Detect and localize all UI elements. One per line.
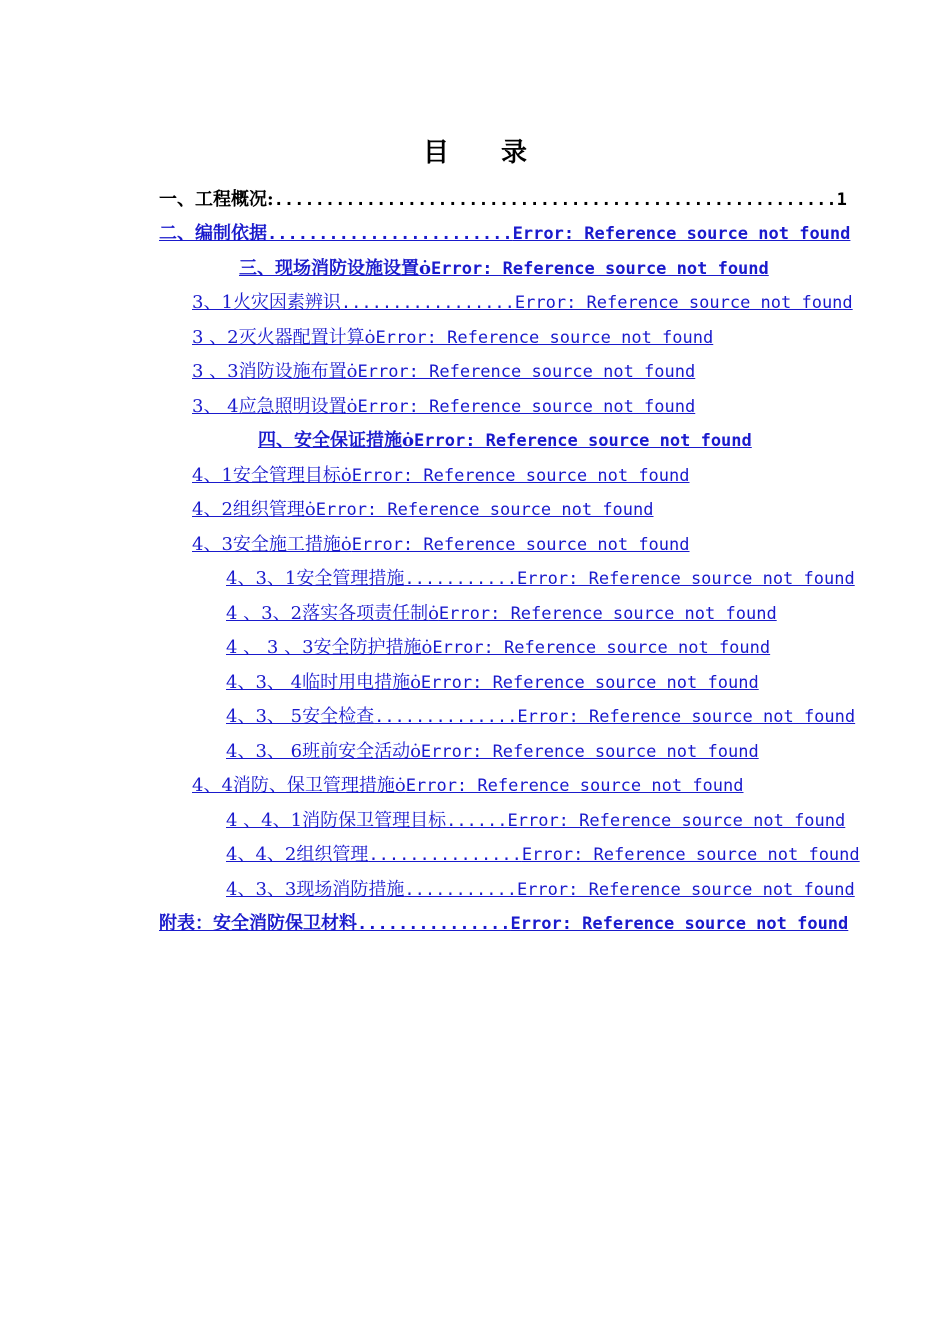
toc-entry-leader: .............. <box>374 707 518 727</box>
toc-entry-label: 4、3、 4临时用电措施 <box>226 672 411 693</box>
toc-entry-page: Error: Reference source not found <box>357 362 696 382</box>
toc-entry-label: 4、3、 6班前安全活动 <box>226 741 411 762</box>
toc-entry-leader: ........................ <box>267 224 513 244</box>
toc-entry-page: Error: Reference source not found <box>414 431 752 451</box>
toc-entry-label: 4、4消防、保卫管理措施 <box>192 775 395 796</box>
toc-entry-page: Error: Reference source not found <box>315 500 654 520</box>
toc-entry-5[interactable]: 3 、2灭火器配置计算ȯError: Reference source not found <box>192 327 714 348</box>
toc-entry-leader: ................. <box>340 293 515 313</box>
toc-entry-label: 4、1安全管理目标 <box>192 465 341 486</box>
toc-title-char-1: 目 <box>422 138 449 168</box>
toc-entry-label: 3、 4应急照明设置 <box>192 396 347 417</box>
toc-entry-page: Error: Reference source not found <box>512 224 851 244</box>
toc-entry-label: 4 、 3 、3安全防护措施 <box>226 637 422 658</box>
toc-entry-page: Error: Reference source not found <box>420 742 759 762</box>
toc-entry-label: 四、安全保证措施 <box>258 430 402 451</box>
toc-entry-20[interactable] <box>226 840 860 870</box>
toc-entry-page: Error: Reference source not found <box>357 397 696 417</box>
toc-entry-page: Error: Reference source not found <box>516 880 855 900</box>
toc-entry-2[interactable] <box>159 219 851 249</box>
toc-entry-12[interactable] <box>226 564 855 594</box>
toc-entry-16[interactable] <box>226 702 856 732</box>
toc-entry-label: 4、2组织管理 <box>192 499 305 520</box>
toc-entry-page: Error: Reference source not found <box>351 535 690 555</box>
toc-entry-10[interactable]: 4、2组织管理ȯError: Reference source not found <box>192 499 654 520</box>
toc-entry-17[interactable]: 4、3、 6班前安全活动ȯError: Reference source not found <box>226 741 759 762</box>
toc-entry-label: 二、编制依据 <box>159 223 267 244</box>
toc-entry-page: Error: Reference source not found <box>405 776 744 796</box>
toc-entry-label: 4、4、2组织管理 <box>226 844 369 865</box>
toc-entry-15[interactable]: 4、3、 4临时用电措施ȯError: Reference source not found <box>226 672 759 693</box>
toc-entry-7[interactable]: 3、 4应急照明设置ȯError: Reference source not found <box>192 396 696 417</box>
toc-entry-14[interactable]: 4 、 3 、3安全防护措施ȯError: Reference source not found <box>226 637 771 658</box>
toc-entry-leader: ........... <box>404 880 517 900</box>
toc-entry-page: Error: Reference source not found <box>432 638 771 658</box>
toc-entry-label: 三、现场消防设施设置 <box>239 258 419 279</box>
toc-entry-label: 3 、2灭火器配置计算 <box>192 327 365 348</box>
toc-entry-page: Error: Reference source not found <box>375 328 714 348</box>
toc-entry-label: 4、3、3现场消防措施 <box>226 879 405 900</box>
toc-entry-page: Error: Reference source not found <box>431 259 769 279</box>
toc-entry-leader: ....................................................... <box>273 190 837 210</box>
toc-entry-label: 4 、3、2落实各项责任制 <box>226 603 429 624</box>
toc-entry-page: Error: Reference source not found <box>521 845 860 865</box>
toc-entry-13[interactable]: 4 、3、2落实各项责任制ȯError: Reference source not found <box>226 603 777 624</box>
toc-entry-label: 附表：安全消防保卫材料 <box>159 913 357 934</box>
toc-entry-19[interactable] <box>226 806 846 836</box>
toc-entry-4[interactable] <box>192 288 853 318</box>
toc-entry-label: 3、1火灾因素辨识 <box>192 292 341 313</box>
toc-title-char-2: 录 <box>501 138 528 168</box>
toc-entry-page: Error: Reference source not found <box>420 673 759 693</box>
toc-entry-leader: ............... <box>357 914 511 934</box>
toc-entry-label: 一、工程概况: <box>159 189 274 210</box>
toc-entry-label: 4 、4、1消防保卫管理目标 <box>226 810 447 831</box>
toc-entry-11[interactable]: 4、3安全施工措施ȯError: Reference source not found <box>192 534 690 555</box>
toc-entry-9[interactable]: 4、1安全管理目标ȯError: Reference source not found <box>192 465 690 486</box>
toc-entry-page: Error: Reference source not found <box>507 811 846 831</box>
toc-entry-6[interactable]: 3 、3消防设施布置ȯError: Reference source not found <box>192 361 696 382</box>
toc-title <box>0 132 950 169</box>
toc-entry-22[interactable] <box>159 909 849 939</box>
toc-entry-leader: ...... <box>446 811 508 831</box>
toc-entry-page: Error: Reference source not found <box>516 569 855 589</box>
toc-entry-3[interactable]: 三、现场消防设施设置ȯError: Reference source not found <box>239 258 769 279</box>
toc-entry-label: 4、3、 5安全检查 <box>226 706 375 727</box>
toc-entry-page: Error: Reference source not found <box>351 466 690 486</box>
toc-entry-label: 3 、3消防设施布置 <box>192 361 347 382</box>
toc-entry-8[interactable]: 四、安全保证措施ȯError: Reference source not found <box>258 430 752 451</box>
toc-entry-label: 4、3安全施工措施 <box>192 534 341 555</box>
toc-entry-page: Error: Reference source not found <box>517 707 856 727</box>
toc-entry-label: 4、3、1安全管理措施 <box>226 568 405 589</box>
toc-entry-page: Error: Reference source not found <box>514 293 853 313</box>
toc-entry-page: Error: Reference source not found <box>510 914 849 934</box>
toc-entry-leader: ........... <box>404 569 517 589</box>
toc-entry-leader: ............... <box>368 845 522 865</box>
toc-entry-21[interactable] <box>226 875 855 905</box>
toc-entry-page: 1 <box>836 190 847 210</box>
toc-entry-page: Error: Reference source not found <box>438 604 777 624</box>
toc-entry-1[interactable] <box>159 185 847 215</box>
toc-entry-18[interactable]: 4、4消防、保卫管理措施ȯError: Reference source not found <box>192 775 744 796</box>
